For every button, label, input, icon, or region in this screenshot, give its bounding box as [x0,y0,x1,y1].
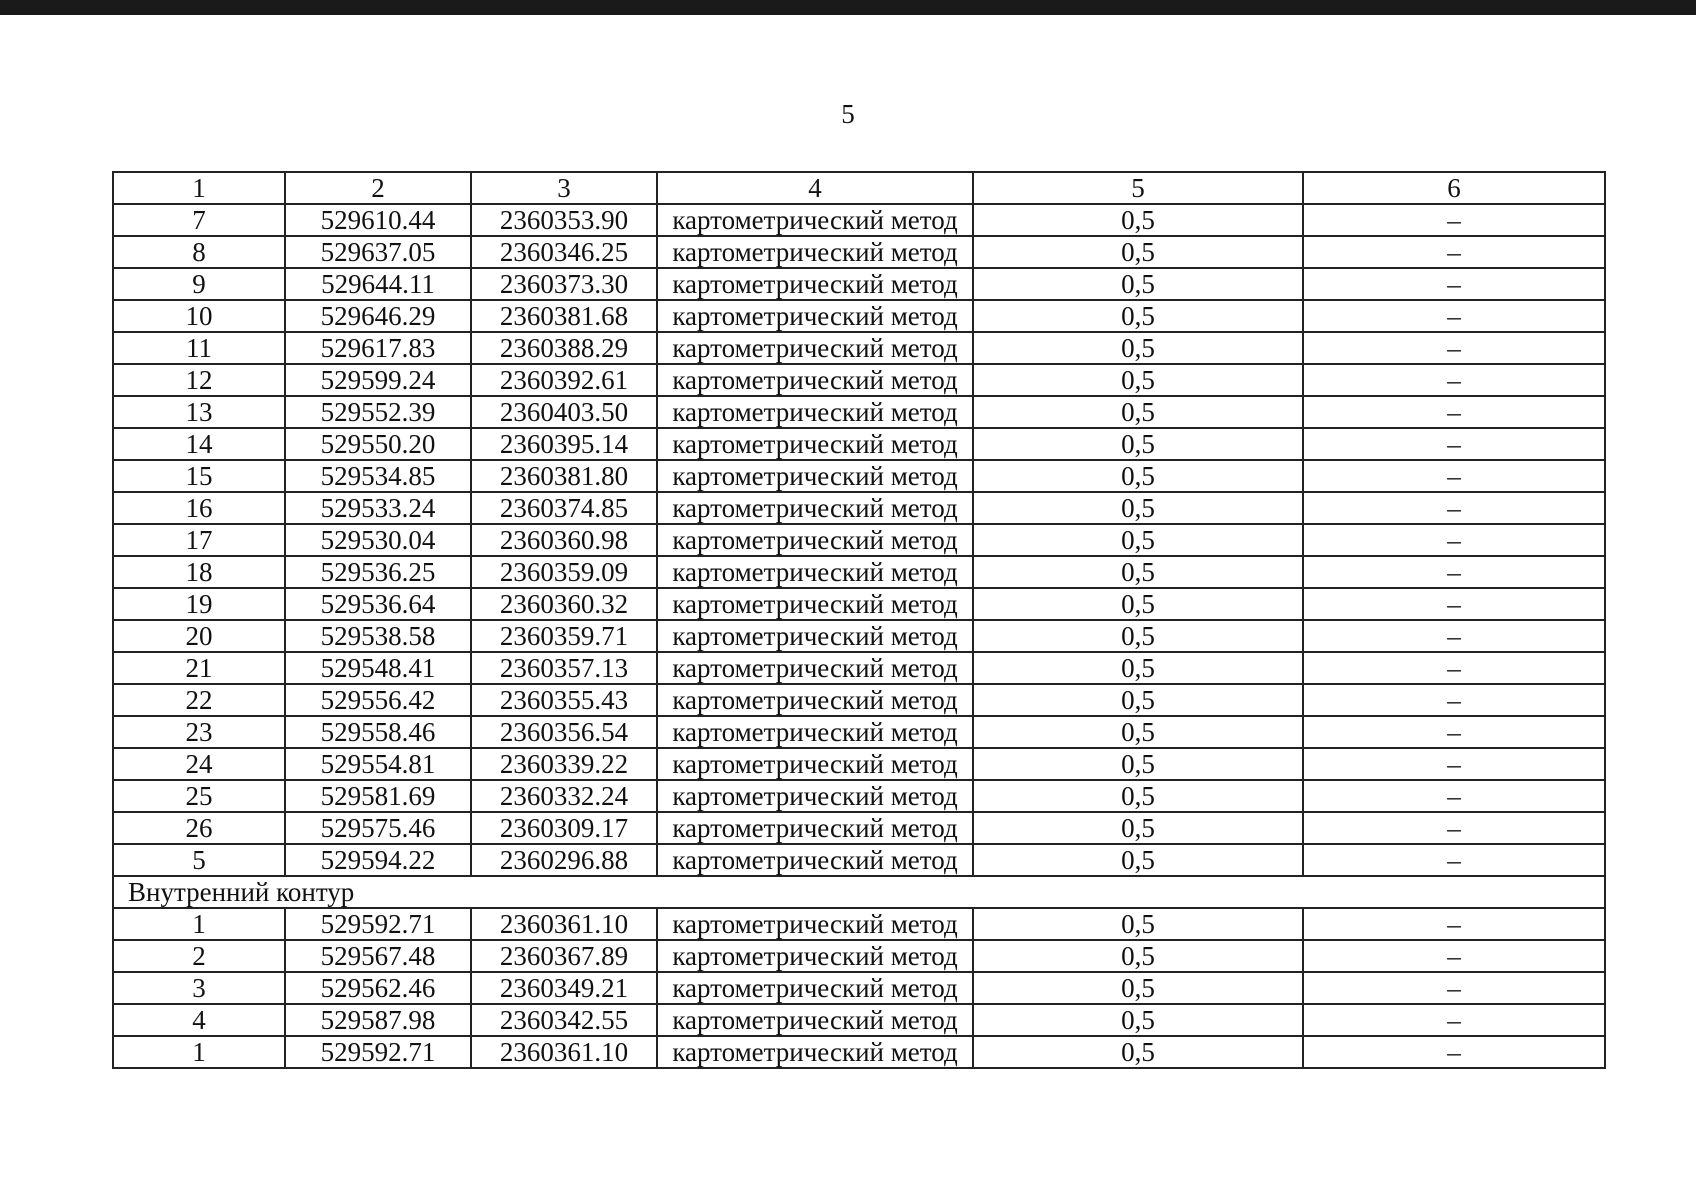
header-cell: 5 [973,172,1303,204]
note-cell: – [1303,748,1605,780]
coordinates-table [112,171,1606,1069]
table-row [113,620,1605,652]
y-coordinate-cell: 2360332.24 [471,780,657,812]
accuracy-cell: 0,5 [973,300,1303,332]
accuracy-cell: 0,5 [973,556,1303,588]
table-row [113,940,1605,972]
accuracy-cell: 0,5 [973,588,1303,620]
y-coordinate-cell: 2360367.89 [471,940,657,972]
note-cell: – [1303,1004,1605,1036]
note-cell: – [1303,940,1605,972]
accuracy-cell: 0,5 [973,268,1303,300]
x-coordinate-cell: 529550.20 [285,428,471,460]
method-cell: картометрический метод [657,588,973,620]
header-cell: 4 [657,172,973,204]
x-coordinate-cell: 529556.42 [285,684,471,716]
note-cell: – [1303,652,1605,684]
x-coordinate-cell: 529599.24 [285,364,471,396]
accuracy-cell: 0,5 [973,524,1303,556]
y-coordinate-cell: 2360339.22 [471,748,657,780]
y-coordinate-cell: 2360403.50 [471,396,657,428]
note-cell: – [1303,1036,1605,1068]
note-cell: – [1303,396,1605,428]
x-coordinate-cell: 529567.48 [285,940,471,972]
table-row [113,236,1605,268]
y-coordinate-cell: 2360309.17 [471,812,657,844]
section-row [113,876,1605,908]
accuracy-cell: 0,5 [973,652,1303,684]
y-coordinate-cell: 2360356.54 [471,716,657,748]
x-coordinate-cell: 529530.04 [285,524,471,556]
table-row [113,204,1605,236]
y-coordinate-cell: 2360346.25 [471,236,657,268]
note-cell: – [1303,716,1605,748]
point-number-cell: 23 [113,716,285,748]
note-cell: – [1303,620,1605,652]
method-cell: картометрический метод [657,684,973,716]
y-coordinate-cell: 2360357.13 [471,652,657,684]
section-title: Внутренний контур [113,876,1605,908]
point-number-cell: 19 [113,588,285,620]
note-cell: – [1303,524,1605,556]
method-cell: картометрический метод [657,268,973,300]
x-coordinate-cell: 529617.83 [285,332,471,364]
point-number-cell: 26 [113,812,285,844]
method-cell: картометрический метод [657,620,973,652]
accuracy-cell: 0,5 [973,460,1303,492]
x-coordinate-cell: 529592.71 [285,908,471,940]
note-cell: – [1303,460,1605,492]
method-cell: картометрический метод [657,1004,973,1036]
y-coordinate-cell: 2360361.10 [471,908,657,940]
point-number-cell: 22 [113,684,285,716]
table-row [113,780,1605,812]
accuracy-cell: 0,5 [973,684,1303,716]
point-number-cell: 9 [113,268,285,300]
note-cell: – [1303,364,1605,396]
page-number: 5 [841,99,855,129]
header-cell: 2 [285,172,471,204]
y-coordinate-cell: 2360395.14 [471,428,657,460]
method-cell: картометрический метод [657,1036,973,1068]
note-cell: – [1303,332,1605,364]
point-number-cell: 12 [113,364,285,396]
accuracy-cell: 0,5 [973,332,1303,364]
table-row [113,812,1605,844]
accuracy-cell: 0,5 [973,236,1303,268]
accuracy-cell: 0,5 [973,364,1303,396]
note-cell: – [1303,236,1605,268]
table-row [113,268,1605,300]
point-number-cell: 17 [113,524,285,556]
method-cell: картометрический метод [657,364,973,396]
y-coordinate-cell: 2360361.10 [471,1036,657,1068]
y-coordinate-cell: 2360388.29 [471,332,657,364]
y-coordinate-cell: 2360392.61 [471,364,657,396]
note-cell: – [1303,204,1605,236]
y-coordinate-cell: 2360373.30 [471,268,657,300]
header-cell: 6 [1303,172,1605,204]
y-coordinate-cell: 2360296.88 [471,844,657,876]
table-row [113,364,1605,396]
table-row [113,1036,1605,1068]
point-number-cell: 15 [113,460,285,492]
method-cell: картометрический метод [657,428,973,460]
method-cell: картометрический метод [657,460,973,492]
point-number-cell: 13 [113,396,285,428]
method-cell: картометрический метод [657,780,973,812]
x-coordinate-cell: 529552.39 [285,396,471,428]
note-cell: – [1303,972,1605,1004]
point-number-cell: 4 [113,1004,285,1036]
table-row [113,844,1605,876]
table-row [113,748,1605,780]
point-number-cell: 25 [113,780,285,812]
method-cell: картометрический метод [657,524,973,556]
accuracy-cell: 0,5 [973,396,1303,428]
x-coordinate-cell: 529646.29 [285,300,471,332]
x-coordinate-cell: 529587.98 [285,1004,471,1036]
accuracy-cell: 0,5 [973,844,1303,876]
y-coordinate-cell: 2360349.21 [471,972,657,1004]
accuracy-cell: 0,5 [973,204,1303,236]
accuracy-cell: 0,5 [973,428,1303,460]
note-cell: – [1303,684,1605,716]
y-coordinate-cell: 2360360.32 [471,588,657,620]
x-coordinate-cell: 529592.71 [285,1036,471,1068]
y-coordinate-cell: 2360353.90 [471,204,657,236]
x-coordinate-cell: 529575.46 [285,812,471,844]
accuracy-cell: 0,5 [973,940,1303,972]
header-cell: 3 [471,172,657,204]
accuracy-cell: 0,5 [973,972,1303,1004]
table-row [113,524,1605,556]
table-row [113,1004,1605,1036]
table-row [113,684,1605,716]
x-coordinate-cell: 529533.24 [285,492,471,524]
table-row [113,300,1605,332]
method-cell: картометрический метод [657,396,973,428]
accuracy-cell: 0,5 [973,908,1303,940]
note-cell: – [1303,492,1605,524]
table-header-row [113,172,1605,204]
accuracy-cell: 0,5 [973,812,1303,844]
x-coordinate-cell: 529536.25 [285,556,471,588]
table-row [113,396,1605,428]
point-number-cell: 14 [113,428,285,460]
note-cell: – [1303,268,1605,300]
note-cell: – [1303,300,1605,332]
point-number-cell: 2 [113,940,285,972]
accuracy-cell: 0,5 [973,620,1303,652]
table-row [113,460,1605,492]
method-cell: картометрический метод [657,748,973,780]
method-cell: картометрический метод [657,332,973,364]
accuracy-cell: 0,5 [973,1036,1303,1068]
method-cell: картометрический метод [657,972,973,1004]
point-number-cell: 18 [113,556,285,588]
method-cell: картометрический метод [657,236,973,268]
x-coordinate-cell: 529536.64 [285,588,471,620]
x-coordinate-cell: 529637.05 [285,236,471,268]
note-cell: – [1303,428,1605,460]
point-number-cell: 1 [113,1036,285,1068]
table-row [113,908,1605,940]
table-row [113,652,1605,684]
table-row [113,332,1605,364]
table-row [113,556,1605,588]
y-coordinate-cell: 2360360.98 [471,524,657,556]
x-coordinate-cell: 529534.85 [285,460,471,492]
y-coordinate-cell: 2360359.09 [471,556,657,588]
y-coordinate-cell: 2360342.55 [471,1004,657,1036]
x-coordinate-cell: 529581.69 [285,780,471,812]
point-number-cell: 11 [113,332,285,364]
method-cell: картометрический метод [657,492,973,524]
method-cell: картометрический метод [657,940,973,972]
note-cell: – [1303,588,1605,620]
x-coordinate-cell: 529610.44 [285,204,471,236]
x-coordinate-cell: 529562.46 [285,972,471,1004]
table-row [113,492,1605,524]
note-cell: – [1303,812,1605,844]
method-cell: картометрический метод [657,204,973,236]
note-cell: – [1303,844,1605,876]
point-number-cell: 10 [113,300,285,332]
point-number-cell: 21 [113,652,285,684]
x-coordinate-cell: 529594.22 [285,844,471,876]
y-coordinate-cell: 2360374.85 [471,492,657,524]
header-cell: 1 [113,172,285,204]
y-coordinate-cell: 2360381.68 [471,300,657,332]
accuracy-cell: 0,5 [973,492,1303,524]
point-number-cell: 8 [113,236,285,268]
scan-top-edge [0,0,1696,15]
y-coordinate-cell: 2360355.43 [471,684,657,716]
accuracy-cell: 0,5 [973,780,1303,812]
point-number-cell: 16 [113,492,285,524]
x-coordinate-cell: 529558.46 [285,716,471,748]
x-coordinate-cell: 529644.11 [285,268,471,300]
note-cell: – [1303,556,1605,588]
method-cell: картометрический метод [657,716,973,748]
method-cell: картометрический метод [657,812,973,844]
method-cell: картометрический метод [657,300,973,332]
method-cell: картометрический метод [657,844,973,876]
method-cell: картометрический метод [657,908,973,940]
x-coordinate-cell: 529554.81 [285,748,471,780]
table-row [113,428,1605,460]
accuracy-cell: 0,5 [973,716,1303,748]
method-cell: картометрический метод [657,556,973,588]
x-coordinate-cell: 529538.58 [285,620,471,652]
table-row [113,588,1605,620]
point-number-cell: 3 [113,972,285,1004]
point-number-cell: 24 [113,748,285,780]
point-number-cell: 1 [113,908,285,940]
method-cell: картометрический метод [657,652,973,684]
note-cell: – [1303,908,1605,940]
x-coordinate-cell: 529548.41 [285,652,471,684]
point-number-cell: 7 [113,204,285,236]
point-number-cell: 5 [113,844,285,876]
table-body [113,172,1605,1068]
accuracy-cell: 0,5 [973,1004,1303,1036]
point-number-cell: 20 [113,620,285,652]
table-row [113,716,1605,748]
accuracy-cell: 0,5 [973,748,1303,780]
note-cell: – [1303,780,1605,812]
table-row [113,972,1605,1004]
y-coordinate-cell: 2360381.80 [471,460,657,492]
y-coordinate-cell: 2360359.71 [471,620,657,652]
